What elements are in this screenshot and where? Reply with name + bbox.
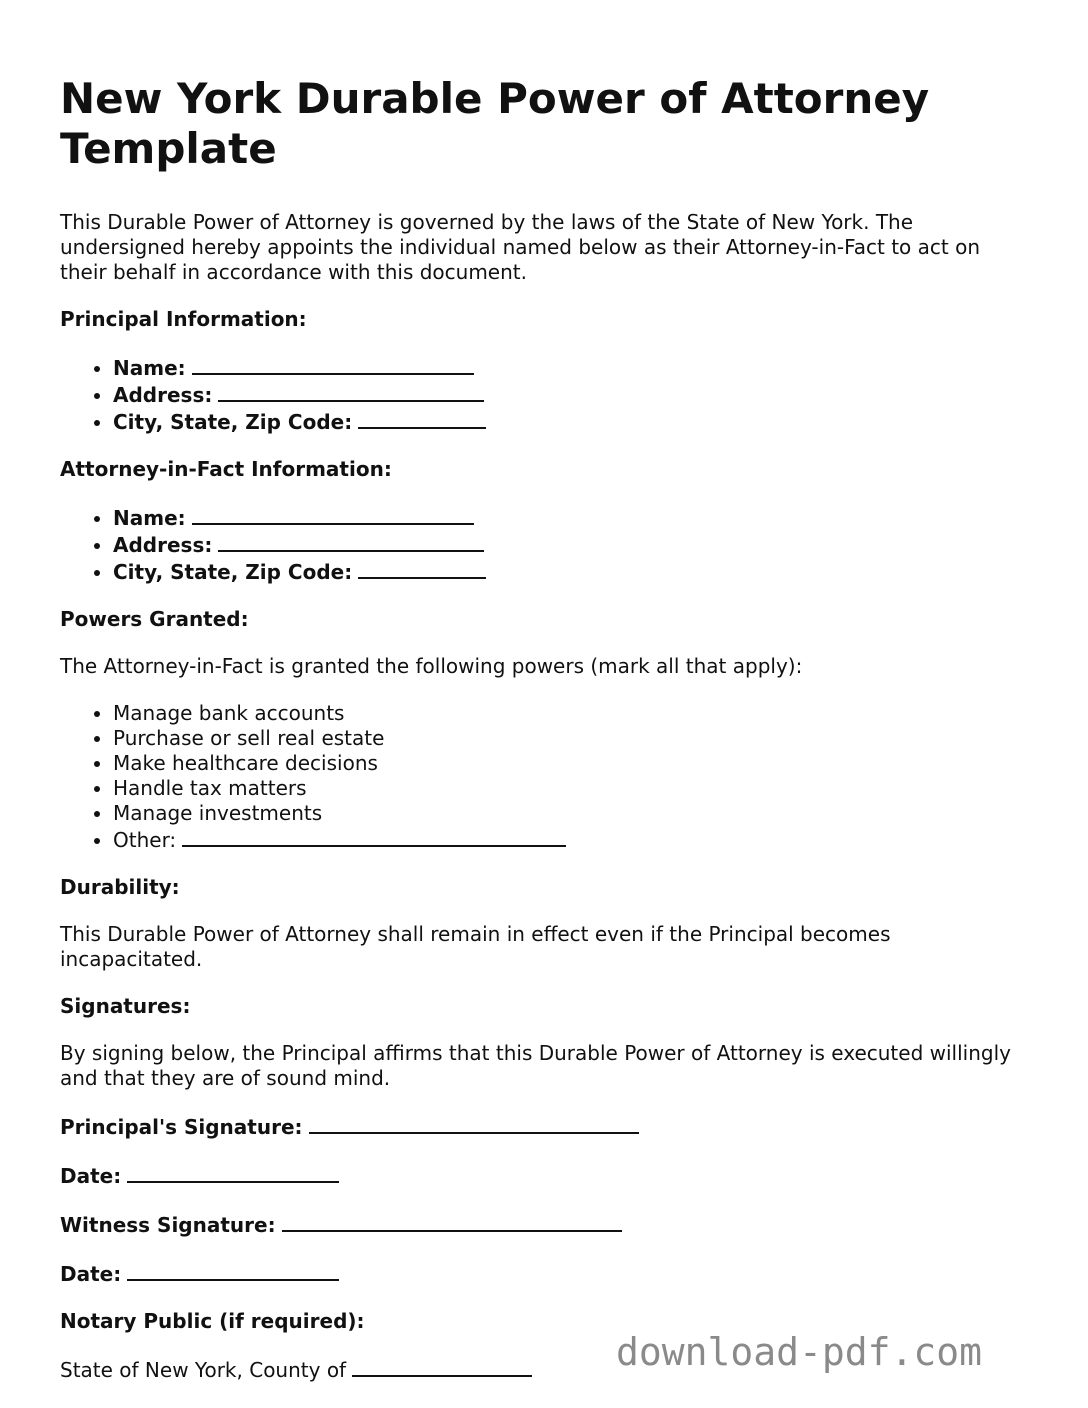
intro-paragraph: This Durable Power of Attorney is governed by the laws of the State of New York. The undersigned hereby appoints the individual named below as their Attorney-in-Fact to act on their behalf in accordance with this document.: [60, 210, 981, 284]
durability-heading: Durability:: [60, 875, 180, 899]
blank-line: [218, 381, 484, 402]
blank-line: [282, 1211, 622, 1232]
signatures-text: By signing below, the Principal affirms that this Durable Power of Attorney is executed willingly and that they are of sound mind.: [60, 1041, 1011, 1090]
durability-text: This Durable Power of Attorney shall remain in effect even if the Principal becomes incapacitated.: [60, 922, 891, 971]
blank-line: [127, 1162, 339, 1183]
date-field-2[interactable]: Date:: [60, 1260, 1020, 1287]
notary-heading: Notary Public (if required):: [60, 1309, 365, 1333]
powers-heading: Powers Granted:: [60, 607, 249, 631]
power-item[interactable]: • Manage bank accounts: [113, 701, 1020, 726]
blank-line: [352, 1356, 532, 1377]
principal-address-field[interactable]: • Address:: [113, 381, 1020, 408]
principal-city-field[interactable]: • City, State, Zip Code:: [113, 408, 1020, 435]
attorney-heading: Attorney-in-Fact Information:: [60, 457, 392, 481]
attorney-fields: [60, 504, 1020, 585]
date-field-1[interactable]: Date:: [60, 1162, 1020, 1189]
power-item[interactable]: • Manage investments: [113, 801, 1020, 826]
principal-fields: [60, 354, 1020, 435]
principal-signature-field[interactable]: Principal's Signature:: [60, 1113, 1020, 1140]
attorney-address-field[interactable]: • Address:: [113, 531, 1020, 558]
power-item[interactable]: • Make healthcare decisions: [113, 751, 1020, 776]
document-page: [60, 74, 1020, 1405]
power-item[interactable]: • Purchase or sell real estate: [113, 726, 1020, 751]
blank-line: [358, 558, 486, 579]
attorney-name-field[interactable]: • Name:: [113, 504, 1020, 531]
attorney-city-field[interactable]: • City, State, Zip Code:: [113, 558, 1020, 585]
notary-county-field[interactable]: State of New York, County of: [60, 1356, 1020, 1383]
principal-heading: Principal Information:: [60, 307, 307, 331]
signatures-heading: Signatures:: [60, 994, 191, 1018]
power-item-other[interactable]: • Other:: [113, 826, 1020, 853]
blank-line: [218, 531, 484, 552]
blank-line: [358, 408, 486, 429]
blank-line: [192, 504, 474, 525]
powers-intro: The Attorney-in-Fact is granted the following powers (mark all that apply):: [60, 654, 803, 678]
watermark-text: download-pdf.com: [616, 1330, 983, 1374]
principal-name-field[interactable]: • Name:: [113, 354, 1020, 381]
blank-line: [309, 1113, 639, 1134]
witness-signature-field[interactable]: Witness Signature:: [60, 1211, 1020, 1238]
blank-line: [127, 1260, 339, 1281]
document-title: New York Durable Power of Attorney Template: [60, 74, 930, 173]
powers-list: [60, 701, 1020, 853]
blank-line: [182, 826, 566, 847]
power-item[interactable]: • Handle tax matters: [113, 776, 1020, 801]
blank-line: [192, 354, 474, 375]
